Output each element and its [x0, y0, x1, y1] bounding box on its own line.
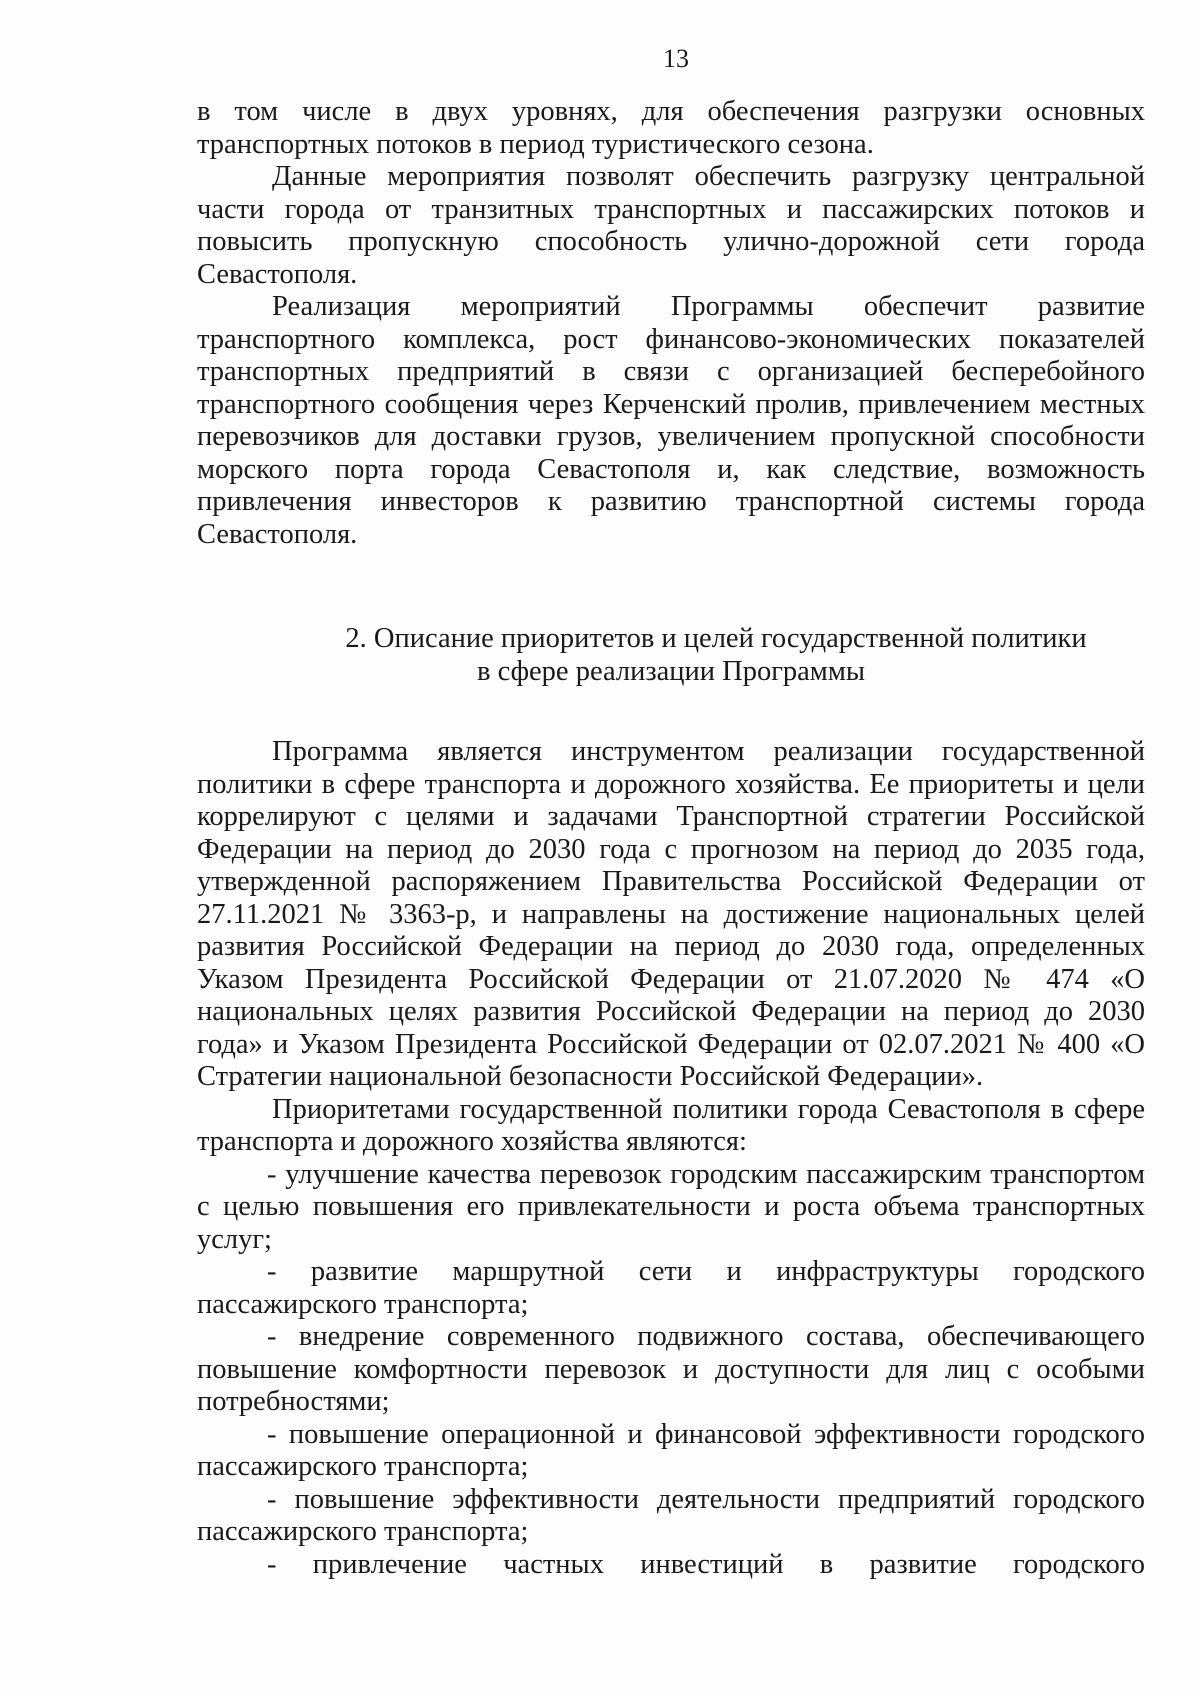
page-number: 13	[663, 44, 689, 73]
paragraph: в том числе в двух уровнях, для обеспечения разгрузки основных транспортных потоков в период туристического сезона.	[197, 96, 1145, 160]
list-item: - повышение эффективности деятельности предприятий городского пассажирского транспорта;	[197, 1483, 1145, 1547]
paragraph: Данные мероприятия позволят обеспечить разгрузку центральной части города от транзитных транспортных и пассажирских потоков и повысить пропускную способность улично-дорожной сети города Севастополя.	[197, 161, 1145, 290]
section-heading-line: в сфере реализации Программы	[476, 655, 866, 687]
document-body	[197, 96, 1145, 1581]
list-item: - внедрение современного подвижного состава, обеспечивающего повышение комфортности перевозок и доступности для лиц с особыми потребностями;	[197, 1321, 1145, 1417]
section-heading-line: 2. Описание приоритетов и целей государственной политики	[345, 623, 1087, 654]
paragraph: Реализация мероприятий Программы обеспечит развитие транспортного комплекса, рост финансово-экономических показателей транспортных предприятий в связи с организацией бесперебойного транспортного сообщения через Керченский пролив, привлечением местных перевозчиков для доставки грузов, увеличением пропускной способности морского порта города Севастополя и, как следствие, возможность привлечения инвесторов к развитию транспортной системы города Севастополя.	[197, 291, 1145, 550]
list-item: - привлечение частных инвестиций в развитие городского	[267, 1548, 1145, 1580]
section-heading	[197, 623, 1145, 688]
list-item: - повышение операционной и финансовой эффективности городского пассажирского транспорта;	[197, 1418, 1145, 1482]
paragraph: Приоритетами государственной политики города Севастополя в сфере транспорта и дорожного хозяйства являются:	[197, 1093, 1145, 1157]
paragraph: Программа является инструментом реализации государственной политики в сфере транспорта и дорожного хозяйства. Ее приоритеты и цели коррелируют с целями и задачами Транспортной стратегии Российской Федерации на период до 2030 года с прогнозом на период до 2035 года, утвержденной распоряжением Правительства Российской Федерации от 27.11.2021 № 3363-р, и направлены на достижение национальных целей развития Российской Федерации на период до 2030 года, определенных Указом Президента Российской Федерации от 21.07.2020 № 474 «О национальных целях развития Российской Федерации на период до 2030 года» и Указом Президента Российской Федерации от 02.07.2021 № 400 «О Стратегии национальной безопасности Российской Федерации».	[197, 736, 1145, 1092]
list-item: - улучшение качества перевозок городским пассажирским транспортом с целью повышения его привлекательности и роста объема транспортных услуг;	[197, 1158, 1145, 1255]
list-item: - развитие маршрутной сети и инфраструктуры городского пассажирского транспорта;	[197, 1256, 1145, 1320]
